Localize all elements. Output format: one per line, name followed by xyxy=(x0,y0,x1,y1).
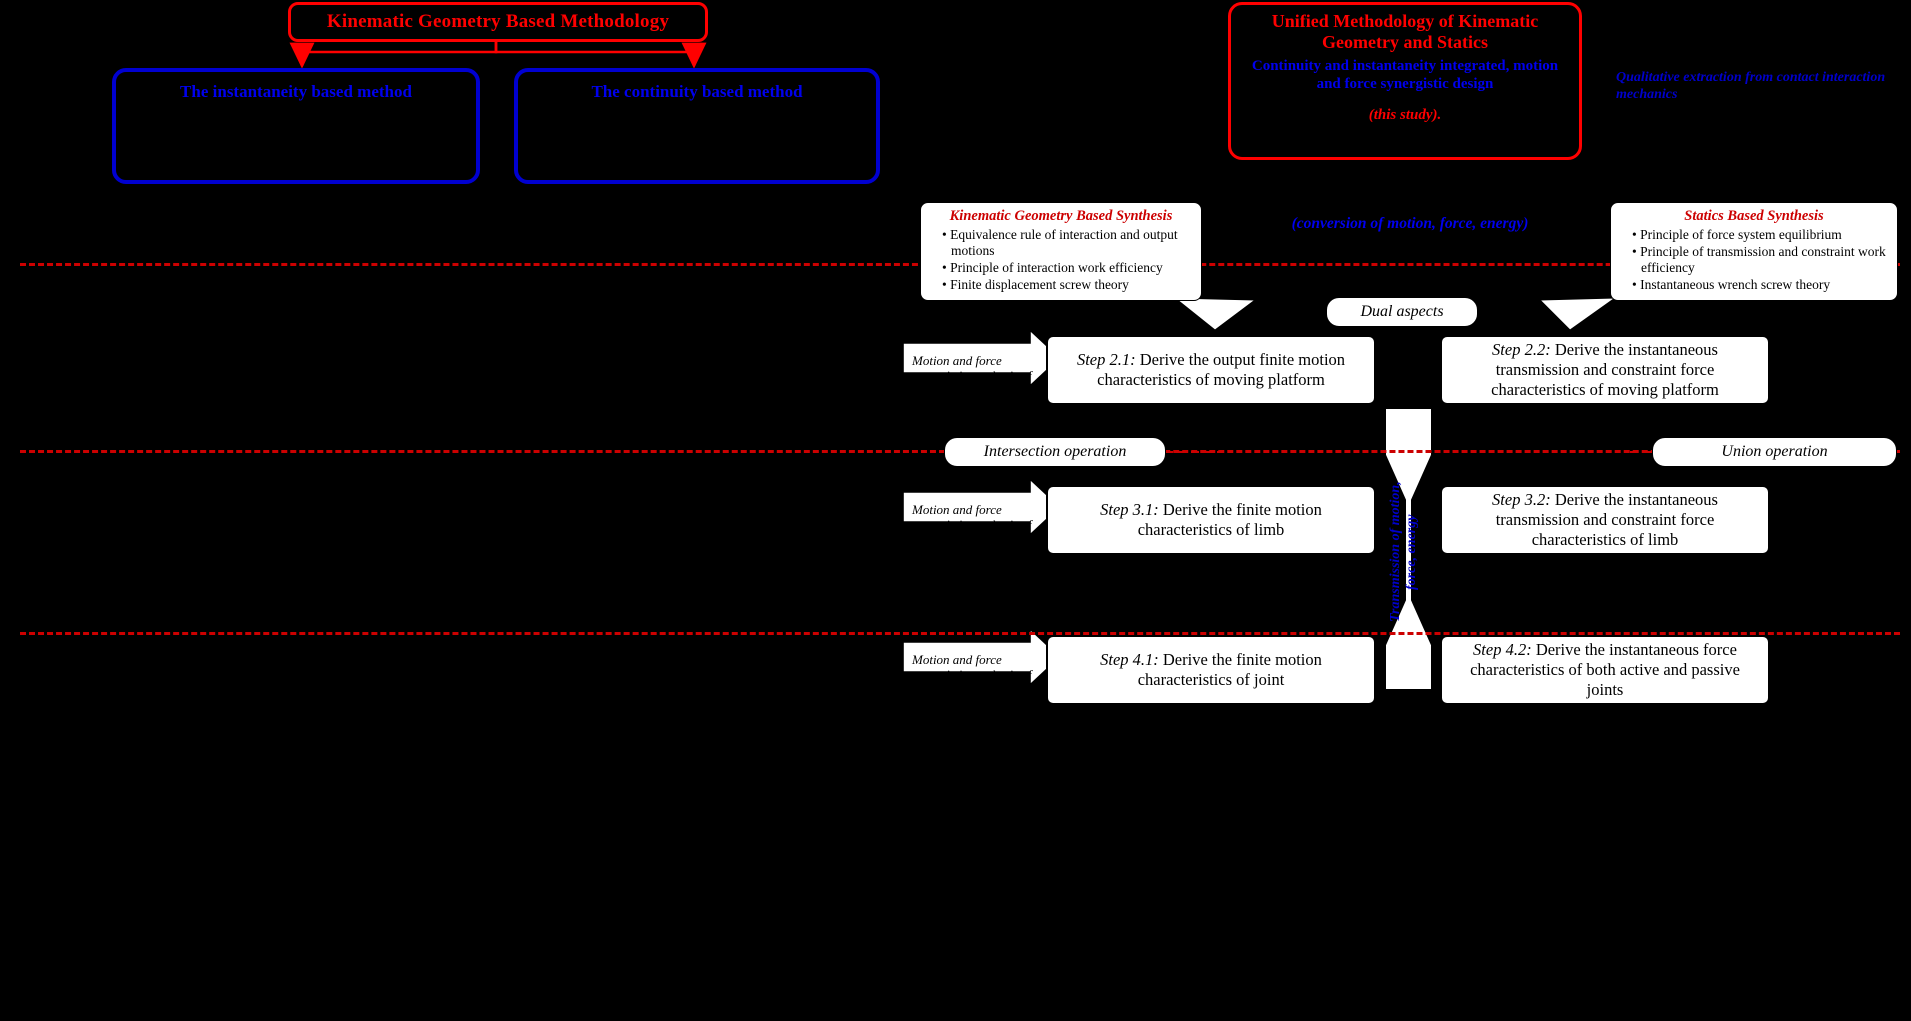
statics-synthesis-heading: Statics Based Synthesis xyxy=(1684,208,1824,224)
step-2-1-box[interactable] xyxy=(1046,335,1376,405)
statics-synthesis-list xyxy=(1619,227,1889,293)
conversion-note: (conversion of motion, force, energy) xyxy=(1291,215,1529,232)
methodology-title-box xyxy=(288,2,708,42)
step-2-2-text: Derive the instantaneous transmission and constraint force characteristics of moving platform xyxy=(1491,340,1719,399)
list-item: • Equivalence rule of interaction and output motions xyxy=(942,227,1193,259)
transmission-vertical-label: Transmission of motion, force, energy xyxy=(1388,481,1420,623)
continuity-method-box xyxy=(514,68,880,184)
kinematic-synthesis-callout xyxy=(920,202,1202,301)
step-4-1-number: Step 4.1: xyxy=(1100,650,1159,670)
list-item: • Principle of force system equilibrium xyxy=(1632,227,1889,243)
step-2-1-text: Derive the output finite motion characteristics of moving platform xyxy=(1097,350,1346,389)
step-3-1-text: Derive the finite motion characteristics of limb xyxy=(1137,500,1322,539)
step-3-2-number: Step 3.2: xyxy=(1492,490,1551,510)
union-operation-label: Union operation xyxy=(1652,437,1897,467)
kinematic-synthesis-list xyxy=(929,227,1193,293)
unified-title: Unified Methodology of Kinematic Geometry and Statics xyxy=(1271,11,1539,52)
instantaneity-method-label: The instantaneity based method xyxy=(180,82,412,101)
kinematic-synthesis-heading: Kinematic Geometry Based Synthesis xyxy=(949,208,1173,224)
step-3-1-number: Step 3.1: xyxy=(1100,500,1159,520)
intersection-operation-label: Intersection operation xyxy=(944,437,1166,467)
list-item: • Principle of interaction work efficiency xyxy=(942,260,1193,276)
arrow-label-limb: Motion and force synergistic synthesis of limb xyxy=(912,502,1032,547)
continuity-method-label: The continuity based method xyxy=(591,82,803,101)
methodology-title-text: Kinematic Geometry Based Methodology xyxy=(326,11,670,32)
step-4-2-number: Step 4.2: xyxy=(1473,640,1532,660)
list-item: • Instantaneous wrench screw theory xyxy=(1632,277,1889,293)
step-3-2-box[interactable] xyxy=(1440,485,1770,555)
list-item: • Finite displacement screw theory xyxy=(942,277,1193,293)
unified-methodology-box xyxy=(1228,2,1582,160)
step-4-1-text: Derive the finite motion characteristics of joint xyxy=(1137,650,1322,689)
dual-aspects-label: Dual aspects xyxy=(1326,297,1478,327)
step-3-1-box[interactable] xyxy=(1046,485,1376,555)
arrow-label-joint: Motion and force synergistic synthesis of joint xyxy=(912,652,1032,697)
step-4-2-text: Derive the instantaneous force characteristics of both active and passive joints xyxy=(1470,640,1740,699)
step-3-2-text: Derive the instantaneous transmission and constraint force characteristics of limb xyxy=(1495,490,1718,549)
step-2-1-number: Step 2.1: xyxy=(1076,350,1136,370)
instantaneity-method-box xyxy=(112,68,480,184)
step-2-2-box[interactable] xyxy=(1440,335,1770,405)
statics-synthesis-callout xyxy=(1610,202,1898,301)
unified-subtitle: Continuity and instantaneity integrated, motion and force synergistic design xyxy=(1251,58,1559,92)
qualitative-extraction-note: Qualitative extraction from contact interaction mechanics xyxy=(1616,70,1886,102)
arrow-label-platform: Motion and force synergistic synthesis of platform xyxy=(912,353,1032,398)
unified-study-note: (this study). xyxy=(1368,106,1442,123)
step-2-2-number: Step 2.2: xyxy=(1492,340,1551,360)
step-4-1-box[interactable] xyxy=(1046,635,1376,705)
step-4-2-box[interactable] xyxy=(1440,635,1770,705)
list-item: • Principle of transmission and constraint work efficiency xyxy=(1632,244,1889,276)
